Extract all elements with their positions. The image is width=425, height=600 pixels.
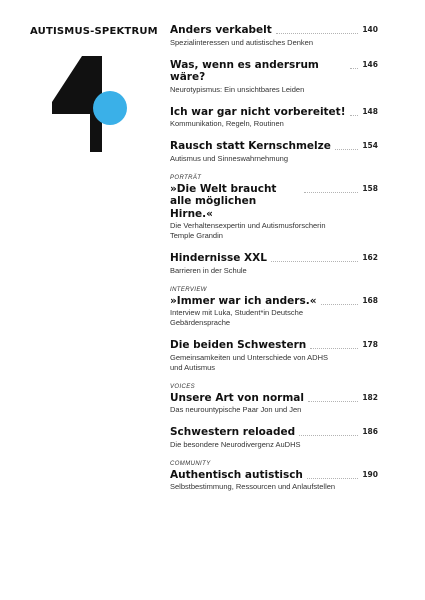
- toc-entry[interactable]: [170, 106, 378, 130]
- toc-entry-title[interactable]: Was, wenn es andersrum wäre?: [170, 58, 319, 83]
- toc-entry-subtitle: Neurotypismus: Ein unsichtbares Leiden: [170, 84, 305, 94]
- toc-entry-page: 178: [362, 340, 378, 349]
- toc-entry-title[interactable]: »Die Welt braucht alle möglichen Hirne.«: [170, 182, 277, 220]
- toc-entry-subtitle: Selbstbestimmung, Ressourcen und Anlaufstellen: [170, 482, 336, 491]
- toc-entry-subtitle: Die Verhaltensexpertin und Autismusforscherin Temple Grandin: [170, 221, 326, 240]
- toc-leader-dots: [321, 295, 359, 305]
- toc-entry-page: 154: [362, 141, 378, 150]
- toc-leader-dots: [350, 59, 358, 69]
- toc-entry-subtitle: Spezialinteressen und autistisches Denken: [170, 37, 314, 47]
- toc-entry-page: 146: [362, 59, 378, 69]
- table-of-contents: [170, 24, 378, 503]
- toc-entry-title[interactable]: »Immer war ich anders.«: [170, 294, 317, 307]
- toc-entry-subtitle: Interview mit Luka, Student*in Deutsche Gebärdensprache: [170, 308, 303, 327]
- toc-entry[interactable]: [170, 461, 378, 493]
- toc-entry-page: 140: [362, 25, 378, 34]
- toc-entry-page: 162: [362, 253, 378, 262]
- section-title: AUTISMUS-SPEKTRUM: [30, 26, 158, 37]
- toc-entry-page: 168: [362, 295, 378, 305]
- toc-entry-subtitle: Die besondere Neurodivergenz AuDHS: [170, 439, 301, 449]
- chapter-number: [52, 56, 132, 152]
- toc-leader-dots: [310, 339, 358, 349]
- toc-entry[interactable]: [170, 339, 378, 373]
- toc-leader-dots: [304, 183, 358, 193]
- toc-leader-dots: [335, 140, 358, 150]
- toc-entry-title[interactable]: Rausch statt Kernschmelze: [170, 140, 331, 152]
- toc-entry[interactable]: [170, 59, 378, 95]
- toc-entry-category: INTERVIEW: [170, 286, 207, 293]
- toc-entry-category: PORTRÄT: [170, 174, 202, 181]
- toc-entry-category: VOICES: [170, 383, 196, 390]
- toc-entry-title[interactable]: Hindernisse XXL: [170, 252, 267, 264]
- toc-leader-dots: [308, 392, 358, 402]
- toc-entry-subtitle: Kommunikation, Regeln, Routinen: [170, 119, 284, 128]
- toc-entry-category: COMMUNITY: [170, 460, 211, 467]
- toc-entry[interactable]: [170, 24, 378, 48]
- toc-leader-dots: [271, 252, 358, 262]
- toc-entry-title[interactable]: Unsere Art von normal: [170, 391, 304, 404]
- toc-entry[interactable]: [170, 426, 378, 450]
- toc-entry-page: 158: [362, 183, 378, 193]
- toc-entry[interactable]: [170, 384, 378, 416]
- toc-entry-page: 186: [362, 427, 378, 436]
- toc-leader-dots: [307, 469, 358, 479]
- toc-entry-subtitle: Das neurountypische Paar Jon und Jen: [170, 405, 302, 414]
- toc-entry-title[interactable]: Anders verkabelt: [170, 24, 272, 36]
- toc-entry[interactable]: [170, 287, 378, 329]
- toc-entry-title[interactable]: Die beiden Schwestern: [170, 339, 307, 351]
- toc-leader-dots: [350, 106, 359, 116]
- toc-leader-dots: [276, 24, 359, 34]
- toc-leader-dots: [299, 426, 358, 436]
- toc-entry-title[interactable]: Authentisch autistisch: [170, 468, 303, 481]
- toc-entry-subtitle: Autismus und Sinneswahrnehmung: [170, 153, 288, 163]
- toc-entry-page: 148: [362, 106, 378, 116]
- toc-entry-subtitle: Barrieren in der Schule: [170, 265, 247, 275]
- toc-entry-page: 190: [362, 469, 378, 479]
- toc-entry-page: 182: [362, 392, 378, 402]
- toc-entry[interactable]: [170, 252, 378, 276]
- toc-entry-subtitle: Gemeinsamkeiten und Unterschiede von ADHS und Autismus: [170, 352, 328, 372]
- toc-entry-title[interactable]: Ich war gar nicht vorbereitet!: [170, 105, 346, 118]
- toc-entry-title[interactable]: Schwestern reloaded: [170, 426, 296, 438]
- toc-entry[interactable]: [170, 140, 378, 164]
- toc-entry[interactable]: [170, 175, 378, 242]
- chapter-number-accent-dot: [93, 91, 127, 125]
